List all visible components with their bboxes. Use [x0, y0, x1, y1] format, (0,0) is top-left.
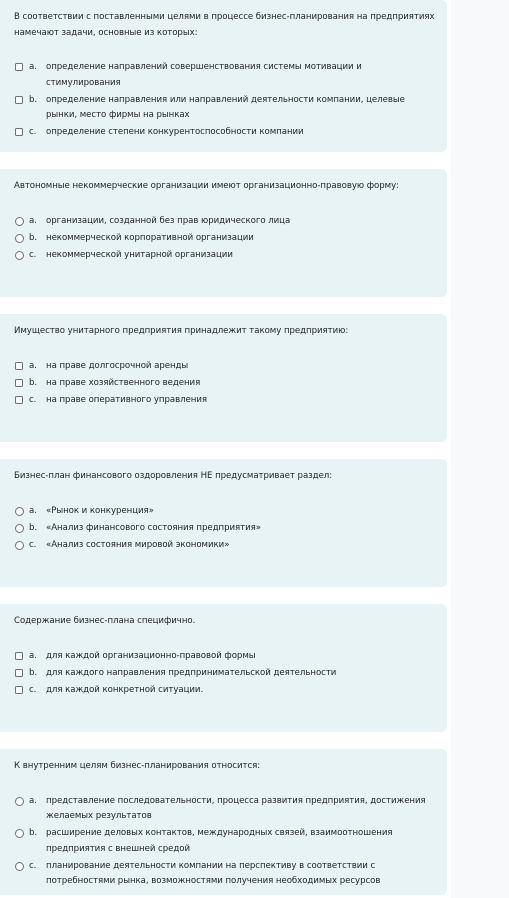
- answer-option-b[interactable]: [14, 521, 435, 537]
- answer-label[interactable]: представление последовательности, процесса развития предприятия, достижения желаемых результатов: [46, 795, 426, 821]
- answer-label[interactable]: для каждой конкретной ситуации.: [46, 684, 204, 695]
- checkbox-icon[interactable]: [14, 652, 24, 660]
- checkbox-icon[interactable]: [14, 362, 24, 370]
- answer-option-a[interactable]: [14, 504, 435, 520]
- checkbox-icon[interactable]: [14, 686, 24, 694]
- answer-label[interactable]: определение направления или направлений деятельности компании, целевые рынки, место фирмы на рынках: [46, 94, 405, 120]
- answer-label[interactable]: для каждой организационно-правовой формы: [46, 650, 256, 661]
- answer-letter: c.: [29, 860, 37, 871]
- question-card-1: [0, 0, 447, 152]
- answer-label[interactable]: расширение деловых контактов, международных связей, взаимоотношения предприятия с внешней средой: [46, 828, 393, 854]
- answer-label[interactable]: определение степени конкурентоспособности компании: [46, 127, 304, 137]
- answer-letter: c.: [29, 127, 37, 137]
- answer-letter: b.: [29, 377, 38, 388]
- answer-option-a[interactable]: [14, 60, 435, 91]
- answer-label[interactable]: определение направлений совершенствования системы мотивации и стимулирования: [46, 62, 362, 88]
- answer-letter: a.: [29, 215, 37, 226]
- answer-label[interactable]: планирование деятельности компании на перспективу в соответствии с потребностями рынка, возможностями получения необходимых ресурсов: [46, 860, 381, 886]
- radio-icon[interactable]: [14, 524, 24, 533]
- answer-letter: b.: [29, 828, 38, 838]
- answer-option-b[interactable]: [14, 376, 435, 392]
- answer-label[interactable]: некоммерческой корпоративной организации: [46, 232, 254, 243]
- answer-letter: c.: [29, 539, 37, 550]
- answer-label[interactable]: «Анализ финансового состояния предприятия»: [46, 522, 261, 533]
- right-margin-area: [451, 0, 509, 898]
- radio-icon[interactable]: [14, 251, 24, 260]
- answer-letter: c.: [29, 249, 37, 260]
- answer-letter: a.: [29, 650, 37, 661]
- checkbox-icon[interactable]: [14, 128, 24, 136]
- question-text: В соответствии с поставленными целями в процессе бизнес-планирования на предприятиях намечают задачи, основные из которых:: [14, 12, 435, 38]
- radio-icon[interactable]: [14, 797, 24, 806]
- answer-label[interactable]: для каждого направления предпринимательской деятельности: [46, 667, 337, 678]
- answer-label[interactable]: «Рынок и конкуренция»: [46, 505, 154, 516]
- answer-letter: c.: [29, 684, 37, 695]
- radio-icon[interactable]: [14, 217, 24, 226]
- answer-list: [14, 359, 435, 409]
- answer-option-b[interactable]: [14, 93, 435, 124]
- question-card-6: [0, 749, 447, 895]
- answer-letter: b.: [29, 522, 38, 533]
- checkbox-icon[interactable]: [14, 379, 24, 387]
- answer-list: [14, 649, 435, 699]
- answer-option-a[interactable]: [14, 649, 435, 665]
- question-card-5: [0, 604, 447, 732]
- answer-letter: c.: [29, 394, 37, 405]
- answer-list: [14, 504, 435, 554]
- radio-icon[interactable]: [14, 862, 24, 871]
- answer-list: [14, 794, 435, 890]
- answer-label[interactable]: «Анализ состояния мировой экономики»: [46, 539, 230, 550]
- answer-option-c[interactable]: [14, 538, 435, 554]
- radio-icon[interactable]: [14, 507, 24, 516]
- question-text: Автономные некоммерческие организации имеют организационно-правовую форму:: [14, 181, 399, 191]
- answer-option-c[interactable]: [14, 859, 435, 890]
- answer-letter: a.: [29, 795, 37, 806]
- question-card-2: [0, 169, 447, 297]
- radio-icon[interactable]: [14, 234, 24, 243]
- checkbox-icon[interactable]: [14, 396, 24, 404]
- question-text: Содержание бизнес-плана специфично.: [14, 616, 196, 626]
- answer-option-a[interactable]: [14, 794, 435, 825]
- answer-letter: b.: [29, 667, 38, 678]
- answer-label[interactable]: на праве долгосрочной аренды: [46, 360, 189, 371]
- question-text: Имущество унитарного предприятия принадлежит такому предприятию:: [14, 326, 349, 336]
- checkbox-icon[interactable]: [14, 96, 24, 104]
- answer-option-a[interactable]: [14, 214, 435, 230]
- answer-option-c[interactable]: [14, 248, 435, 264]
- radio-icon[interactable]: [14, 829, 24, 838]
- answer-option-b[interactable]: [14, 231, 435, 247]
- answer-list: [14, 214, 435, 264]
- question-card-4: [0, 459, 447, 587]
- answer-option-c[interactable]: [14, 125, 435, 141]
- answer-letter: b.: [29, 232, 38, 243]
- answer-option-b[interactable]: [14, 826, 435, 857]
- checkbox-icon[interactable]: [14, 669, 24, 677]
- answer-option-b[interactable]: [14, 666, 435, 682]
- answer-label[interactable]: на праве хозяйственного ведения: [46, 377, 201, 388]
- question-card-3: [0, 314, 447, 442]
- radio-icon[interactable]: [14, 541, 24, 550]
- answer-option-c[interactable]: [14, 393, 435, 409]
- answer-letter: a.: [29, 505, 37, 516]
- answer-label[interactable]: организации, созданной без прав юридического лица: [46, 215, 291, 226]
- answer-option-a[interactable]: [14, 359, 435, 375]
- answer-option-c[interactable]: [14, 683, 435, 699]
- question-text: К внутренним целям бизнес-планирования относится:: [14, 761, 261, 771]
- answer-letter: a.: [29, 360, 37, 371]
- answer-label[interactable]: на праве оперативного управления: [46, 394, 208, 405]
- answer-letter: a.: [29, 62, 37, 72]
- answer-list: [14, 60, 435, 141]
- question-text: Бизнес-план финансового оздоровления НЕ предусматривает раздел:: [14, 471, 333, 481]
- answer-label[interactable]: некоммерческой унитарной организации: [46, 249, 233, 260]
- checkbox-icon[interactable]: [14, 63, 24, 71]
- answer-letter: b.: [29, 94, 38, 105]
